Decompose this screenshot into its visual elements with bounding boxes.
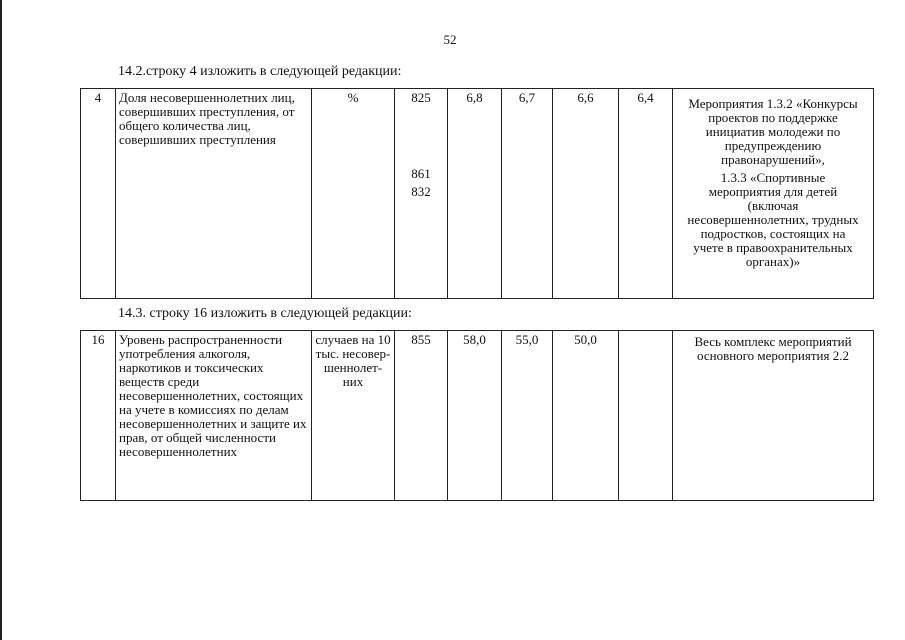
value-1: 6,8	[466, 90, 483, 105]
section-14-3-intro: 14.3. строку 16 изложить в следующей редакции:	[118, 306, 412, 321]
measures-cell	[673, 331, 874, 501]
value-cell-1	[448, 89, 502, 299]
base-value-3: 832	[411, 184, 431, 199]
row-number-cell	[81, 89, 116, 299]
value-1: 58,0	[463, 332, 486, 347]
value-cell-3	[553, 331, 619, 501]
section-14-2-intro: 14.2.строку 4 изложить в следующей редакции:	[118, 64, 402, 79]
value-cell-2	[502, 89, 553, 299]
value-2: 55,0	[515, 332, 539, 347]
value-cell-3	[553, 89, 619, 299]
base-value-1: 825	[411, 90, 431, 105]
page-number: 52	[443, 32, 457, 47]
value-3: 50,0	[574, 332, 597, 347]
measures-paragraph-1: Мероприятия 1.3.2 «Конкурсы проектов по поддержке инициатив молодежи по предупреждению правонарушений»,	[688, 96, 858, 167]
value-3: 6,6	[577, 90, 594, 105]
value-cell-1	[448, 331, 502, 501]
base-value-cell	[395, 89, 448, 299]
row-number: 16	[91, 332, 105, 347]
unit-cell	[312, 331, 395, 501]
unit-text: %	[347, 90, 359, 105]
value-2: 6,7	[518, 90, 536, 105]
value-4: 6,4	[637, 90, 654, 105]
value-cell-4	[619, 331, 673, 501]
indicator-text: Уровень распространенности употребления алкоголя, наркотиков и токсических веществ среди несовершеннолетних, состоящих на учете в комиссиях по делам несовершеннолетних и защите их прав, от общей численности несовершеннолетних	[119, 332, 307, 459]
indicator-text: Доля несовершеннолетних лиц, совершивших преступления, от общего количества лиц, совершивших преступления	[119, 90, 295, 147]
value-cell-4	[619, 89, 673, 299]
row-number: 4	[94, 90, 102, 105]
unit-text: случаев на 10 тыс. несовер-шеннолет-них	[315, 332, 391, 389]
scan-edge-line	[0, 0, 2, 640]
measures-cell	[673, 89, 874, 299]
base-value: 855	[411, 332, 431, 347]
base-value-2: 861	[411, 166, 431, 181]
table-row-4	[80, 88, 874, 299]
indicator-cell	[116, 331, 312, 501]
unit-cell	[312, 89, 395, 299]
indicator-cell	[116, 89, 312, 299]
measures-text: Весь комплекс мероприятий основного мероприятия 2.2	[694, 334, 852, 363]
value-cell-2	[502, 331, 553, 501]
base-value-cell	[395, 331, 448, 501]
measures-paragraph-2: 1.3.3 «Спортивные мероприятия для детей (включая несовершеннолетних, трудных подростков, состоящих на учете в правоохранительных органах)»	[687, 170, 859, 269]
table-row-16	[80, 330, 874, 501]
row-number-cell	[81, 331, 116, 501]
